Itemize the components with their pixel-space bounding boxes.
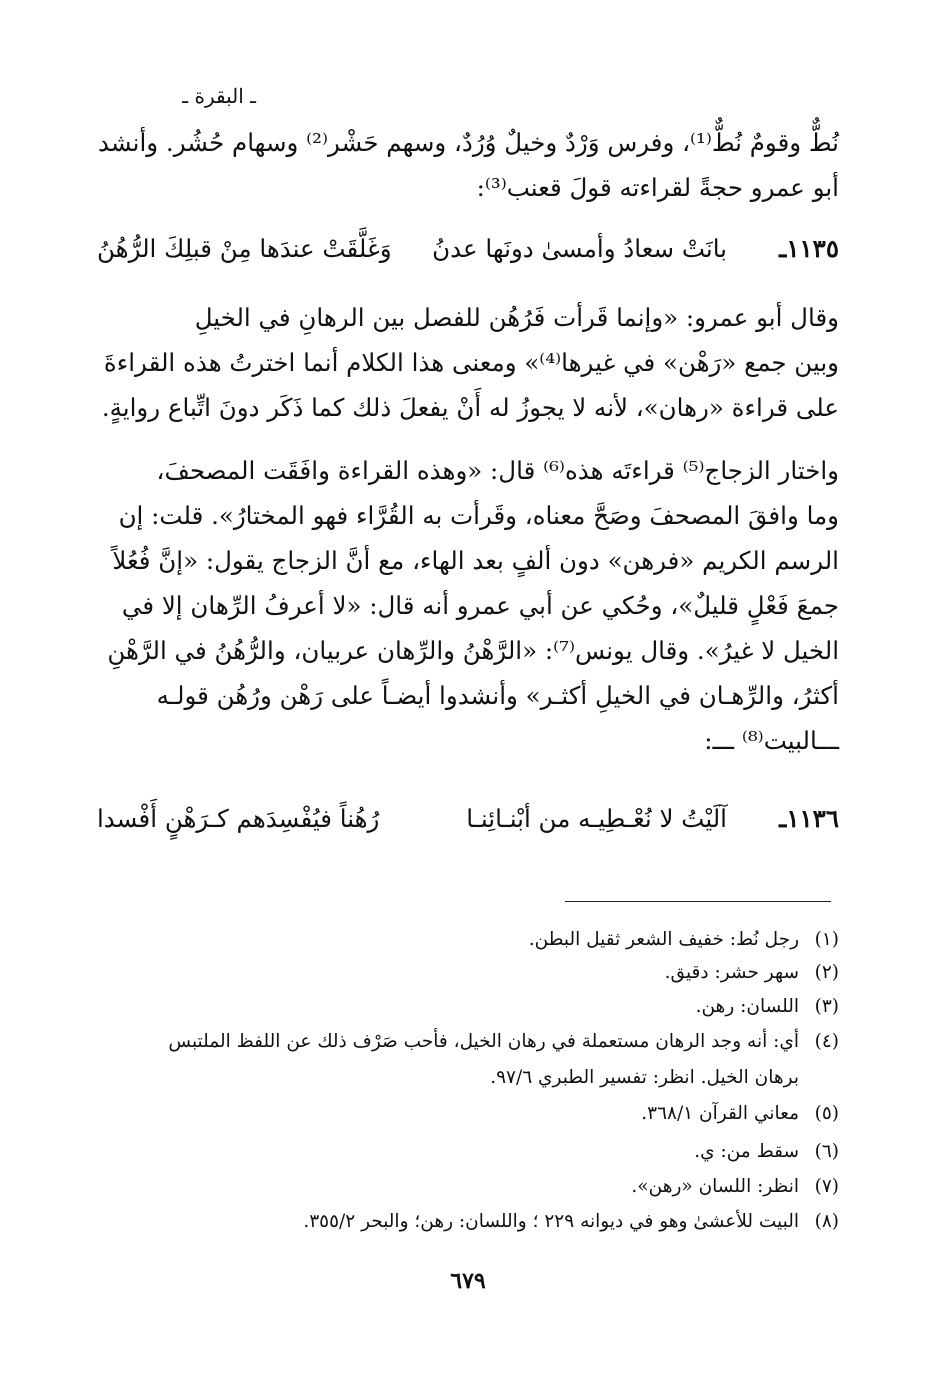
verse-1135 <box>97 226 839 271</box>
footnote-5 <box>97 1101 839 1127</box>
footnote-marker: (٥) <box>814 1103 839 1124</box>
paragraph-3 <box>97 448 839 763</box>
footnote-3 <box>97 994 839 1020</box>
paragraph-1 <box>97 120 839 210</box>
footnote-marker: (٨) <box>814 1211 839 1232</box>
verse-number: ١١٣٦ـ <box>779 804 839 833</box>
footnote-text: اللسان: رهن. <box>695 996 799 1017</box>
footnote-6 <box>97 1139 839 1165</box>
paragraph-2 <box>97 295 839 430</box>
footnote-1 <box>97 927 839 953</box>
text-line: واختار الزجاج⁽⁵⁾ قراءتَه هذه⁽⁶⁾ قال: «وهذه القراءة وافَقَت المصحفَ، <box>156 456 839 485</box>
verse-first-hemistich: آلَيْتُ لا نُعْـطِيـه من أبْنـائِنـا <box>466 804 727 833</box>
footnote-4 <box>97 1029 839 1055</box>
footnote-separator <box>565 901 831 902</box>
footnote-7 <box>97 1174 839 1200</box>
footnote-text: سهر حشر: دقيق. <box>664 962 799 983</box>
text-line: وقال أبو عمرو: «وإنما قَرأت فَرُهُن للفصل بين الرهانِ في الخيلِ <box>194 303 839 332</box>
verse-1136 <box>97 796 839 841</box>
footnote-marker: (١) <box>814 929 839 950</box>
footnote-marker: (٣) <box>814 996 839 1017</box>
verse-second-hemistich: وَغَلَّقَتْ عندَها مِنْ قبلِكَ الرُّهُنُ <box>97 234 392 263</box>
text-line: أبو عمرو حجةً لقراءته قولَ قعنب⁽³⁾: <box>476 173 839 202</box>
text-line: الرسم الكريم «فرهن» دون ألفٍ بعد الهاء، مع أنَّ الزجاج يقول: «إنَّ فُعُلاً <box>112 546 839 575</box>
text-line: ـــالبيت⁽⁸⁾ ـــ: <box>704 726 839 755</box>
text-line: أكثرُ، والرِّهـان في الخيلِ أكثـر» وأنشدوا أيضـاً على رَهْن ورُهُن قولـه <box>156 681 839 710</box>
footnote-text: سقط من: ي. <box>694 1141 799 1162</box>
verse-first-hemistich: بانَتْ سعادُ وأمسىٰ دونَها عدنُ <box>432 234 727 263</box>
footnote-text: أي: أنه وجد الرهان مستعملة في رهان الخيل، فأحب صَرْف ذلك عن اللفظ الملتبس <box>168 1031 799 1052</box>
footnote-text: رجل نُط: خفيف الشعر ثقيل البطن. <box>528 929 799 950</box>
verse-second-hemistich: رُهُناً فيُفْسِدَهم كـرَهْنٍ أَفْسدا <box>97 804 380 833</box>
text-line: وبين جمع «رَهْن» في غيرها⁽⁴⁾» ومعنى هذا الكلام أنما اخترتُ هذه القراءةَ <box>103 348 839 377</box>
text-line: الخيل لا غيرُ». وقال يونس⁽⁷⁾: «الرَّهْنُ والرِّهان عربيان، والرُّهُنُ في الرَّهْنِ <box>107 636 839 665</box>
text-line: على قراءة «رهان»، لأنه لا يجوزُ له أَنْ يفعلَ ذلك كما ذَكَر دونَ اتِّباع روايةٍ. <box>101 393 839 422</box>
footnote-marker: (٤) <box>814 1031 839 1052</box>
footnote-marker: (٦) <box>814 1141 839 1162</box>
running-header: ـ البقرة ـ <box>182 84 256 108</box>
verse-number: ١١٣٥ـ <box>779 234 839 263</box>
footnote-text: معاني القرآن ٣٦٨/١. <box>641 1103 799 1124</box>
footnote-marker: (٢) <box>814 962 839 983</box>
text-line: وما وافقَ المصحفَ وصَحَّ معناه، وقَرأت به القُرَّاء فهو المختارُ». قلت: إن <box>118 501 839 530</box>
footnote-8 <box>97 1209 839 1235</box>
footnote-text: انظر: اللسان «رهن». <box>631 1176 799 1197</box>
footnote-2 <box>97 960 839 986</box>
text-line: جمعَ فَعْلٍ قليلٌ»، وحُكي عن أبي عمرو أنه قال: «لا أعرفُ الرِّهان إلا في <box>121 591 839 620</box>
text-line: نُطٌّ وقومٌ نُطٌّ⁽¹⁾، وفرس وَرْدٌ وخيلٌ وُرُدٌ، وسهم حَشْر⁽²⁾ وسهام حُشُر. وأنشد <box>97 128 839 157</box>
page-number: ٦٧٩ <box>450 1268 486 1294</box>
footnote-4-continuation: برهان الخيل. انظر: تفسير الطبري ٩٧/٦. <box>490 1067 799 1088</box>
footnote-text: البيت للأعشىٰ وهو في ديوانه ٢٢٩ ؛ واللسان: رهن؛ والبحر ٣٥٥/٢. <box>303 1211 799 1232</box>
footnote-marker: (٧) <box>814 1176 839 1197</box>
